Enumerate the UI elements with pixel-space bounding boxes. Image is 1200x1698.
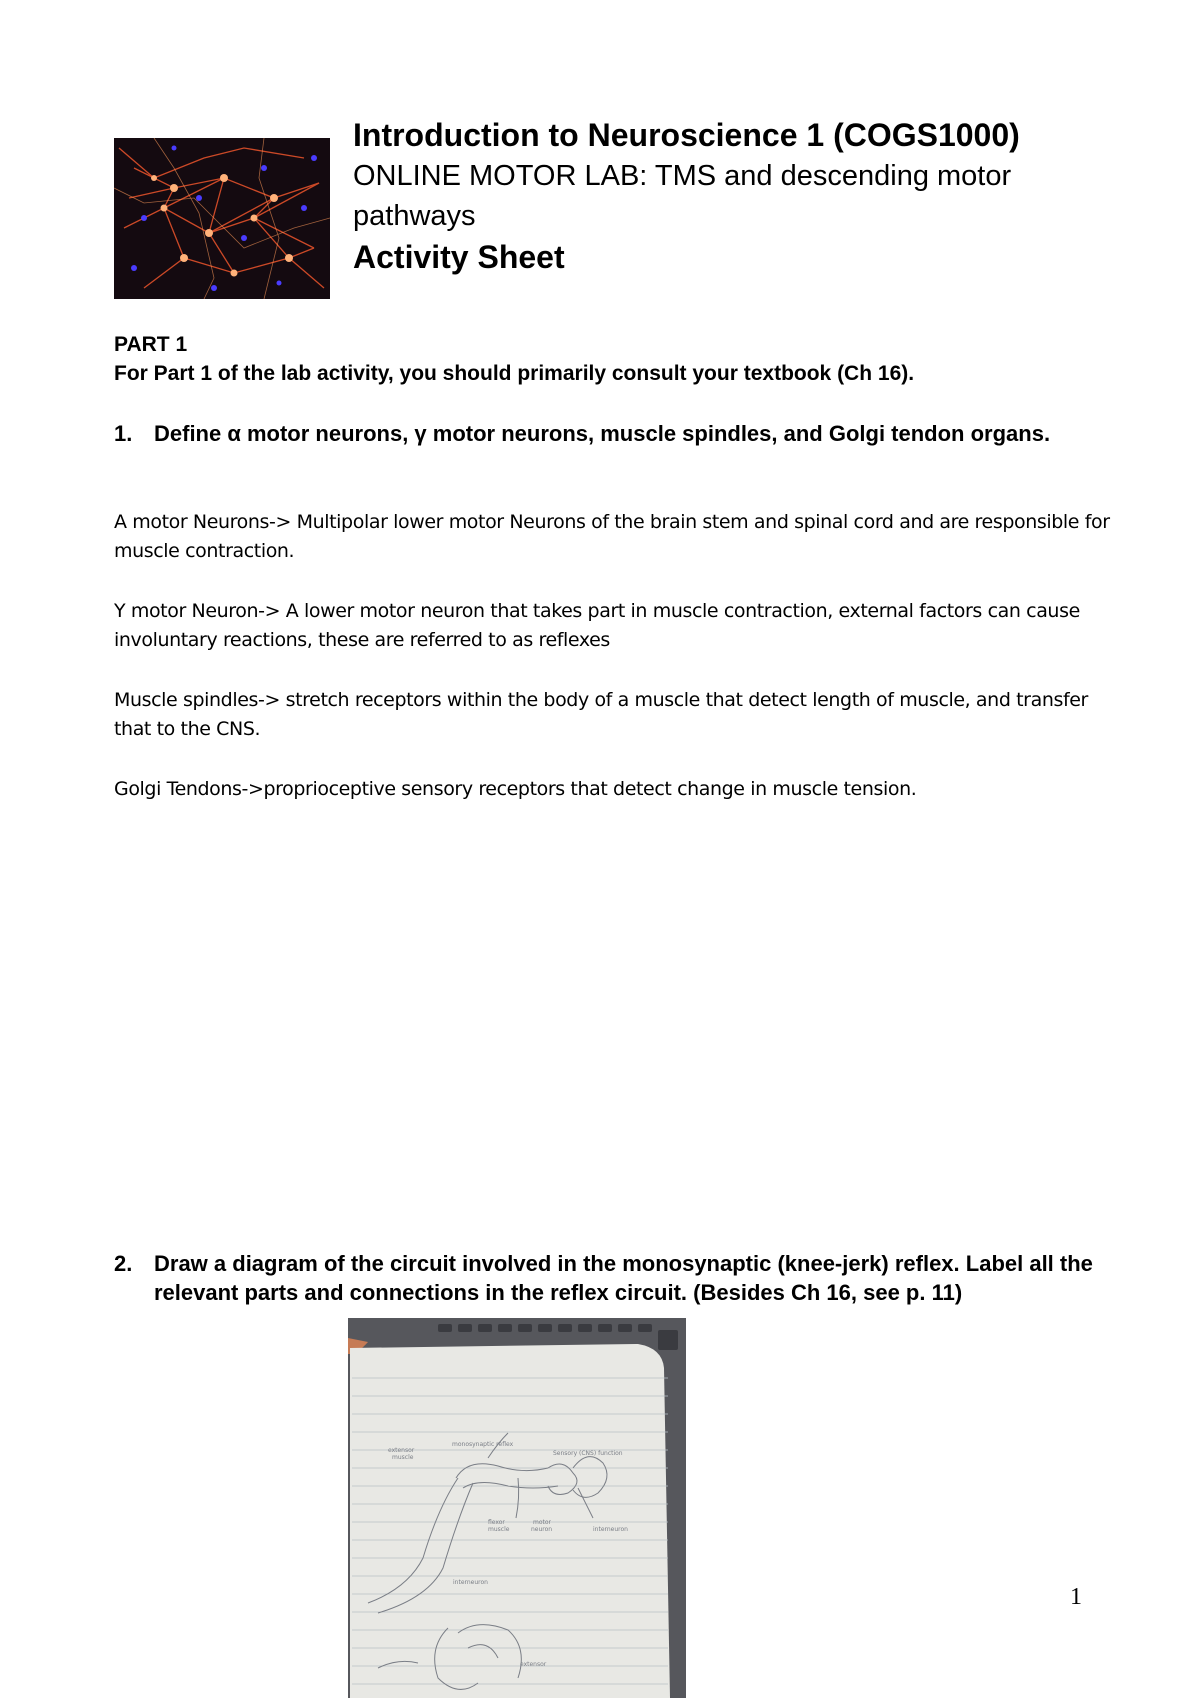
svg-text:Sensory (CNS) function: Sensory (CNS) function [553,1450,623,1457]
question-2-number: 2. [114,1251,133,1276]
title-block [353,114,1113,278]
part-heading: PART 1 [114,333,188,356]
svg-text:interneuron: interneuron [593,1526,628,1533]
course-title: Introduction to Neuroscience 1 (COGS1000) [353,117,1020,153]
answer-muscle-spindles: Muscle spindles-> stretch receptors within the body of a muscle that detect length of muscle, and transfer that to the CNS. [114,689,1088,740]
svg-text:flexor: flexor [488,1519,505,1526]
handwritten-reflex-diagram-icon [348,1318,686,1698]
reflex-diagram-photo [348,1318,686,1698]
answer-alpha-motor-neurons: A motor Neurons-> Multipolar lower motor Neurons of the brain stem and spinal cord and are responsible for muscle contraction. [114,511,1110,562]
sheet-title: Activity Sheet [353,239,565,275]
svg-text:monosynaptic reflex: monosynaptic reflex [452,1441,514,1448]
neuron-micrograph-image [114,138,330,299]
svg-text:extensor: extensor [388,1447,415,1454]
svg-text:motor: motor [533,1519,552,1526]
svg-text:neuron: neuron [531,1526,553,1533]
svg-text:interneuron: interneuron [453,1579,488,1586]
svg-text:muscle: muscle [488,1526,510,1533]
part-instruction: For Part 1 of the lab activity, you should primarily consult your textbook (Ch 16). [114,362,915,385]
page-number: 1 [1070,1584,1082,1610]
answer-gamma-motor-neurons: Y motor Neuron-> A lower motor neuron that takes part in muscle contraction, external factors can cause involuntary reactions, these are referred to as reflexes [114,600,1080,651]
question-1-text: Define α motor neurons, γ motor neurons, muscle spindles, and Golgi tendon organs. [154,421,1051,446]
question-1-number: 1. [114,421,133,446]
svg-text:muscle: muscle [392,1454,414,1461]
answer-golgi-tendons: Golgi Tendons->proprioceptive sensory receptors that detect change in muscle tension. [114,778,917,800]
lab-title: ONLINE MOTOR LAB: TMS and descending motor pathways [353,160,1012,232]
neuron-micrograph-icon [114,138,330,299]
svg-text:extensor: extensor [520,1661,547,1668]
question-2-text: Draw a diagram of the circuit involved in the monosynaptic (knee-jerk) reflex. Label all the relevant parts and connections in the reflex circuit. (Besides Ch 16, see p. 11) [154,1251,1093,1305]
